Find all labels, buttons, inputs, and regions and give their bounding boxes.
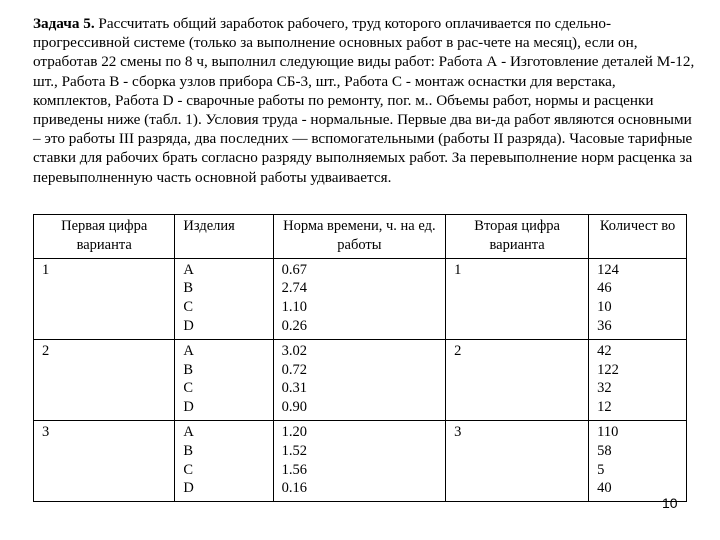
cell-first-digit: 3 [34,420,175,501]
cell-quantity-value: 122 [597,361,619,378]
cell-quantity-value: 40 [597,480,612,497]
cell-norms-value: 1.52 [281,442,308,459]
cell-items-value: A [183,261,194,278]
task-text: Рассчитать общий заработок рабочего, труд которого оплачивается по сдельно-прогрессивной системе (только за выполнение основных работ в рас-чете на месяц), если он, отработав 22 смены по 8 ч, выполнил следующие виды работ: Работа А - Изготовление деталей М-12, шт., Работа В - сборка узлов прибора СБ-3, шт., Работа С - монтаж оснастки для верстака, комплектов, Работа D - сварочные работы по ремонту, пог. м.. Объемы работ, нормы и расценки приведены ниже (табл. 1). Условия труда - нормальные. Первые два ви-да работ являются основными – это работы III разряда, два последних — вспомогательными (работы II разряда). Часовые тарифные ставки для рабочих брать согласно разряду выполняемых работ. За перевыполнение норм расценка за перевыполненную часть основной работы удваивается. [33,15,695,186]
header-items: Изделия [175,215,273,259]
cell-quantity [589,339,687,420]
cell-norms-value: 1.10 [281,299,308,316]
table-row [34,258,687,339]
cell-quantity-value: 32 [597,380,612,397]
header-first-digit: Первая цифра варианта [34,215,175,259]
cell-norms-value: 0.31 [281,380,308,397]
cell-norms [273,258,445,339]
page-number: 10 [662,495,678,511]
data-table [33,214,687,502]
cell-items-value: D [183,317,194,334]
cell-norms-value: 3.02 [281,342,308,359]
cell-norms-value: 0.26 [281,317,308,334]
cell-items [175,420,273,501]
cell-items-value: C [183,299,194,316]
cell-quantity-value: 58 [597,442,612,459]
cell-items-value: B [183,280,194,297]
cell-norms-value: 0.16 [281,480,308,497]
cell-norms-value: 1.20 [281,423,308,440]
table-header-row [34,215,687,259]
cell-norms-value: 0.90 [281,399,308,416]
table-row [34,339,687,420]
cell-items-value: C [183,380,194,397]
cell-quantity-value: 42 [597,342,612,359]
cell-items-value: B [183,442,194,459]
cell-items [175,258,273,339]
cell-quantity-value: 5 [597,461,605,478]
cell-norms-value: 2.74 [281,280,308,297]
cell-norms-value: 0.72 [281,361,308,378]
task-paragraph [33,14,695,187]
cell-quantity-value: 12 [597,399,612,416]
cell-quantity [589,258,687,339]
header-time-norm: Норма времени, ч. на ед. работы [273,215,445,259]
cell-quantity-value: 46 [597,280,612,297]
cell-items-value: A [183,423,194,440]
task-label: Задача 5. [33,15,95,32]
cell-items [175,339,273,420]
cell-first-digit: 2 [34,339,175,420]
cell-norms [273,420,445,501]
cell-items-value: C [183,461,194,478]
cell-quantity-value: 110 [597,423,619,440]
cell-norms-value: 1.56 [281,461,308,478]
cell-quantity-value: 10 [597,299,612,316]
header-second-digit: Вторая цифра варианта [446,215,589,259]
cell-norms [273,339,445,420]
cell-quantity-value: 36 [597,317,612,334]
cell-second-digit: 1 [446,258,589,339]
cell-second-digit: 3 [446,420,589,501]
table-row [34,420,687,501]
cell-first-digit: 1 [34,258,175,339]
cell-items-value: B [183,361,194,378]
cell-second-digit: 2 [446,339,589,420]
cell-quantity [589,420,687,501]
cell-items-value: A [183,342,194,359]
cell-quantity-value: 124 [597,261,619,278]
header-quantity: Количест во [589,215,687,259]
cell-items-value: D [183,399,194,416]
cell-items-value: D [183,480,194,497]
cell-norms-value: 0.67 [281,261,308,278]
